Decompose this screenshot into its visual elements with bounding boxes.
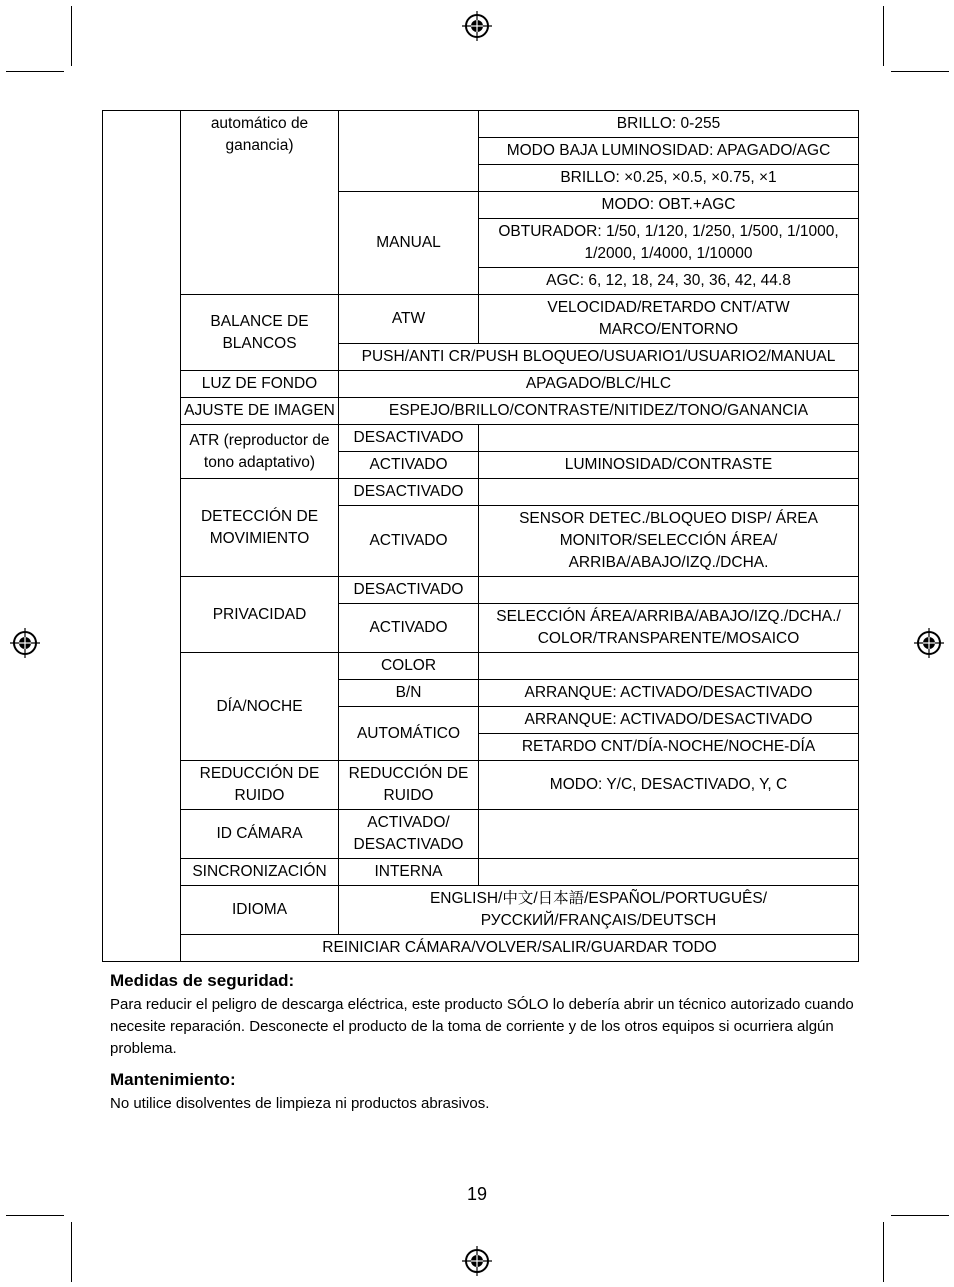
camera-id-options	[479, 810, 859, 859]
daynight-label: DÍA/NOCHE	[181, 653, 339, 761]
atr-off-options	[479, 425, 859, 452]
table-row	[103, 371, 859, 398]
safety-text: Para reducir el peligro de descarga eléctrica, este producto SÓLO lo debería abrir un técnico autorizado cuando necesite reparación. Desconecte el producto de la toma de corriente y de los otros equipos si ocurriera algún problema.	[110, 996, 854, 1057]
wb-atw-options: VELOCIDAD/RETARDO CNT/ATW MARCO/ENTORNO	[479, 295, 859, 344]
blank-column	[103, 111, 181, 962]
sync-label: SINCRONIZACIÓN	[181, 859, 339, 886]
table-row	[103, 577, 859, 604]
noise-sub: REDUCCIÓN DE RUIDO	[339, 761, 479, 810]
atr-on-options: LUMINOSIDAD/CONTRASTE	[479, 452, 859, 479]
registration-mark-icon	[9, 627, 41, 659]
table-row	[103, 425, 859, 452]
noise-options: MODO: Y/C, DESACTIVADO, Y, C	[479, 761, 859, 810]
crop-mark	[883, 1222, 884, 1282]
noise-label: REDUCCIÓN DE RUIDO	[181, 761, 339, 810]
atr-off: DESACTIVADO	[339, 425, 479, 452]
wb-modes: PUSH/ANTI CR/PUSH BLOQUEO/USUARIO1/USUARIO2/MANUAL	[339, 344, 859, 371]
agc-brightness: BRILLO: 0-255	[479, 111, 859, 138]
agc-label: automático de ganancia)	[181, 111, 339, 295]
footer-row: REINICIAR CÁMARA/VOLVER/SALIR/GUARDAR TODO	[181, 935, 859, 962]
registration-mark-icon	[913, 627, 945, 659]
daynight-bw: B/N	[339, 680, 479, 707]
table-row	[103, 295, 859, 344]
backlight-label: LUZ DE FONDO	[181, 371, 339, 398]
registration-mark-icon	[461, 10, 493, 42]
daynight-auto: AUTOMÁTICO	[339, 707, 479, 761]
camera-id-label: ID CÁMARA	[181, 810, 339, 859]
image-adjust-options: ESPEJO/BRILLO/CONTRASTE/NITIDEZ/TONO/GANANCIA	[339, 398, 859, 425]
table-row	[103, 935, 859, 962]
manual-agc: AGC: 6, 12, 18, 24, 30, 36, 42, 44.8	[479, 268, 859, 295]
language-label: IDIOMA	[181, 886, 339, 935]
table-row	[103, 653, 859, 680]
sync-options	[479, 859, 859, 886]
table-row	[103, 479, 859, 506]
image-adjust-label: AJUSTE DE IMAGEN	[181, 398, 339, 425]
page-number: 19	[466, 1184, 488, 1204]
daynight-bw-options: ARRANQUE: ACTIVADO/DESACTIVADO	[479, 680, 859, 707]
safety-title: Medidas de seguridad:	[110, 971, 295, 990]
table-row	[103, 398, 859, 425]
atr-on: ACTIVADO	[339, 452, 479, 479]
camera-id-value: ACTIVADO/ DESACTIVADO	[339, 810, 479, 859]
daynight-auto-delay: RETARDO CNT/DÍA-NOCHE/NOCHE-DÍA	[479, 734, 859, 761]
daynight-color: COLOR	[339, 653, 479, 680]
privacy-off-options	[479, 577, 859, 604]
atr-label: ATR (reproductor de tono adaptativo)	[181, 425, 339, 479]
wb-label: BALANCE DE BLANCOS	[181, 295, 339, 371]
agc-low-light: MODO BAJA LUMINOSIDAD: APAGADO/AGC	[479, 138, 859, 165]
privacy-on: ACTIVADO	[339, 604, 479, 653]
agc-brightness-mult: BRILLO: ×0.25, ×0.5, ×0.75, ×1	[479, 165, 859, 192]
crop-mark	[71, 1222, 72, 1282]
table-row	[103, 761, 859, 810]
crop-mark	[6, 1215, 64, 1216]
backlight-options: APAGADO/BLC/HLC	[339, 371, 859, 398]
privacy-on-options: SELECCIÓN ÁREA/ARRIBA/ABAJO/IZQ./DCHA./ COLOR/TRANSPARENTE/MOSAICO	[479, 604, 859, 653]
sync-value: INTERNA	[339, 859, 479, 886]
motion-off-options	[479, 479, 859, 506]
crop-mark	[883, 6, 884, 66]
agc-empty-cell	[339, 111, 479, 192]
table-row	[103, 810, 859, 859]
motion-off: DESACTIVADO	[339, 479, 479, 506]
language-options: ENGLISH/中文/日本語/ESPAÑOL/PORTUGUÊS/ РУССКИЙ/FRANÇAIS/DEUTSCH	[339, 886, 859, 935]
maintenance-text: No utilice disolventes de limpieza ni productos abrasivos.	[110, 1095, 490, 1112]
manual-shutter: OBTURADOR: 1/50, 1/120, 1/250, 1/500, 1/1000, 1/2000, 1/4000, 1/10000	[479, 219, 859, 268]
motion-on: ACTIVADO	[339, 506, 479, 577]
crop-mark	[891, 71, 949, 72]
crop-mark	[6, 71, 64, 72]
settings-table	[102, 110, 859, 962]
registration-mark-icon	[461, 1245, 493, 1277]
table-row	[103, 886, 859, 935]
table-row	[103, 859, 859, 886]
privacy-off: DESACTIVADO	[339, 577, 479, 604]
manual-label: MANUAL	[339, 192, 479, 295]
motion-label: DETECCIÓN DE MOVIMIENTO	[181, 479, 339, 577]
daynight-auto-start: ARRANQUE: ACTIVADO/DESACTIVADO	[479, 707, 859, 734]
maintenance-title: Mantenimiento:	[110, 1070, 236, 1089]
motion-on-options: SENSOR DETEC./BLOQUEO DISP/ ÁREA MONITOR/SELECCIÓN ÁREA/ ARRIBA/ABAJO/IZQ./DCHA.	[479, 506, 859, 577]
crop-mark	[891, 1215, 949, 1216]
table-row	[103, 111, 859, 138]
privacy-label: PRIVACIDAD	[181, 577, 339, 653]
daynight-color-options	[479, 653, 859, 680]
crop-mark	[71, 6, 72, 66]
wb-atw: ATW	[339, 295, 479, 344]
manual-mode: MODO: OBT.+AGC	[479, 192, 859, 219]
